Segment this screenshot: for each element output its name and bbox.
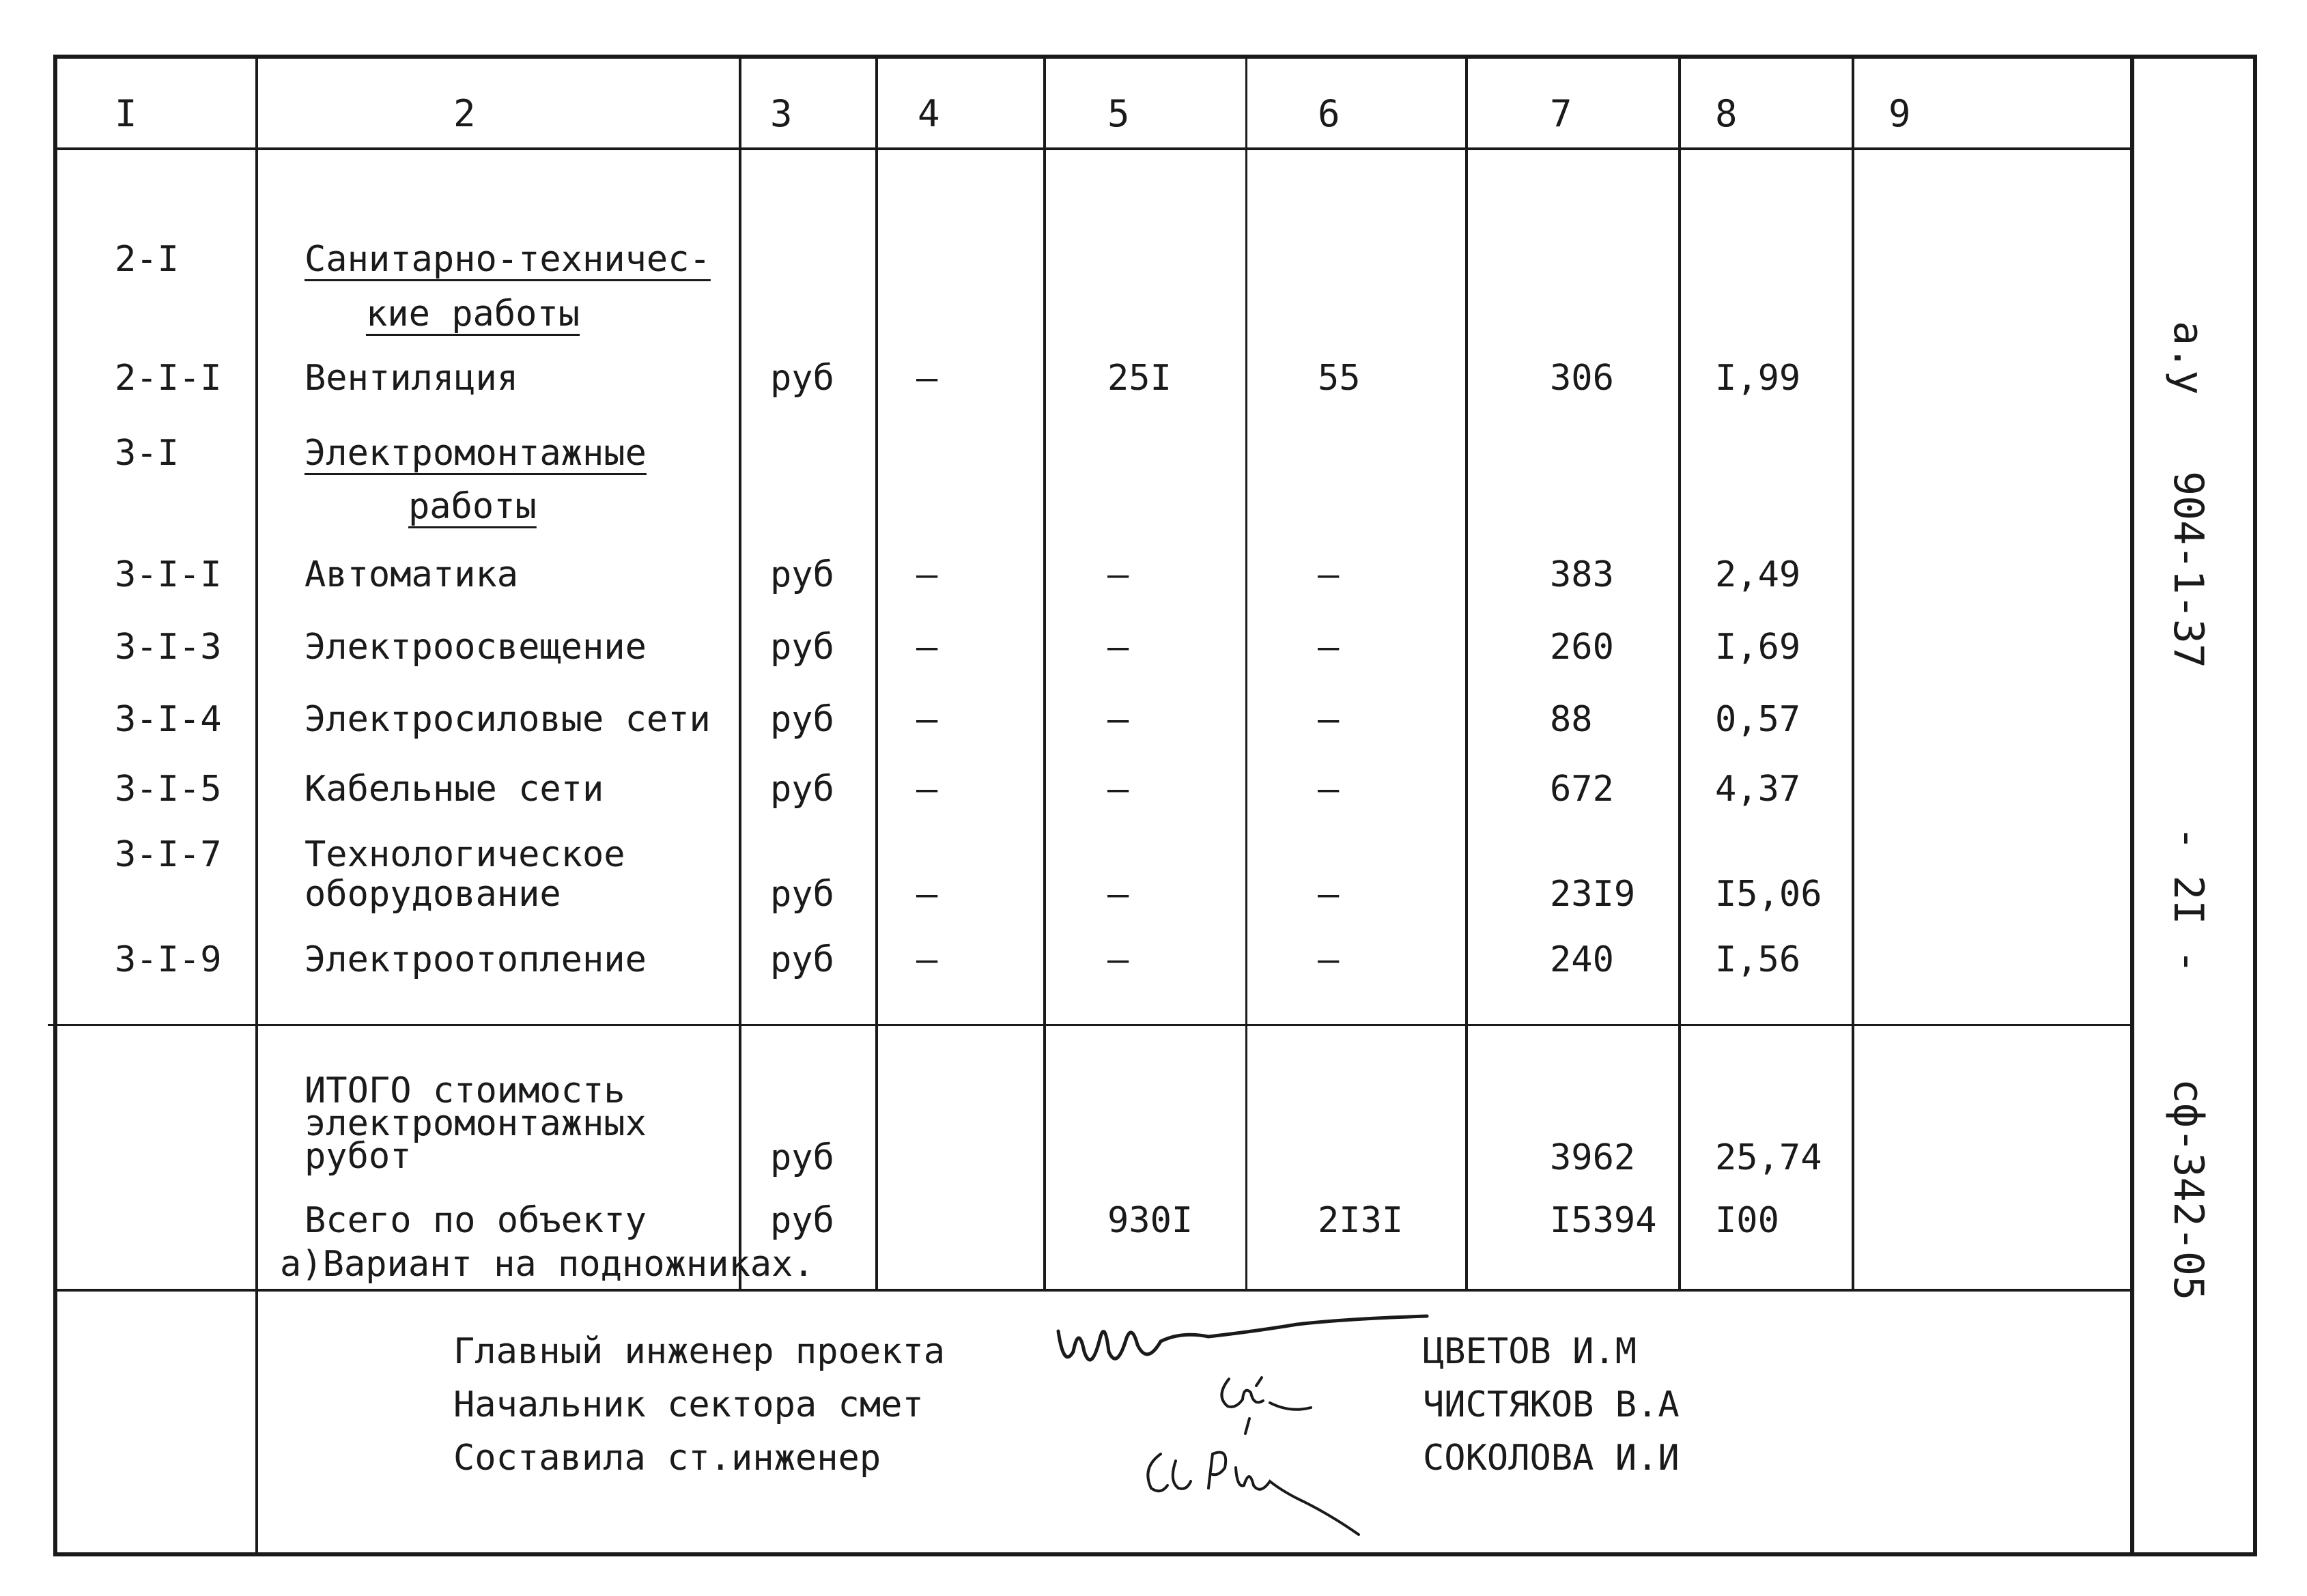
col-7-divider [1678,57,1681,1289]
row-col-4: – [916,699,938,740]
row-col-7: 672 [1550,769,1614,810]
body-totals-divider [48,1024,2133,1026]
header-col-9: 9 [1888,92,1911,135]
total-electro-label-line: ИТОГО стоимость [305,1070,625,1111]
row-col-5: – [1107,699,1129,740]
row-col-7: 306 [1550,358,1614,399]
row-name-line: Технологическое [305,834,625,875]
row-col-5: – [1107,627,1129,668]
row-col-6: – [1318,699,1340,740]
row-col-8: 2,49 [1715,554,1801,595]
row-unit: руб [770,769,834,810]
row-name-line: Электроосвещение [305,627,647,668]
total-electro-col-7: 3962 [1550,1137,1636,1178]
side-stamp-part2: 904-1-37 [2164,471,2212,668]
total-object-col-7: I5394 [1550,1200,1657,1241]
row-col-8: I,69 [1715,627,1801,668]
row-col-5: – [1107,939,1129,980]
signature-name: ЦВЕТОВ И.М [1423,1331,1637,1372]
row-code: 3-I-7 [115,834,222,875]
side-stamp-part3: сф-342-05 [2164,1079,2212,1301]
row-name-line: кие работы [366,294,580,334]
signature-role: Главный инженер проекта [453,1331,946,1372]
row-col-7: 240 [1550,939,1614,980]
row-name-line: Автоматика [305,554,519,595]
row-col-4: – [916,358,938,399]
row-col-6: – [1318,939,1340,980]
row-unit: руб [770,554,834,595]
header-col-5: 5 [1107,92,1130,135]
row-code: 3-I [115,433,179,474]
side-stamp-page: - 2I - [2164,826,2212,974]
row-name-line: Кабельные сети [305,769,604,810]
row-col-6: – [1318,874,1340,915]
variant-note: а)Вариант на подножниках. [280,1244,815,1285]
row-col-5: – [1107,554,1129,595]
col-5-divider [1245,57,1247,1289]
row-col-6: – [1318,769,1340,810]
row-col-7: 23I9 [1550,874,1636,915]
row-col-6: 55 [1318,358,1361,399]
row-code: 2-I [115,239,179,280]
total-object-col-6: 2I3I [1318,1200,1404,1241]
total-electro-col-8: 25,74 [1715,1137,1822,1178]
row-unit: руб [770,627,834,668]
row-name-line: Санитарно-техничес- [305,239,711,280]
signature-name: ЧИСТЯКОВ В.А [1423,1384,1680,1425]
col-6-divider [1465,57,1468,1289]
header-col-8: 8 [1715,92,1738,135]
row-col-8: 0,57 [1715,699,1801,740]
row-col-8: I,99 [1715,358,1801,399]
row-code: 3-I-3 [115,627,222,668]
row-code: 3-I-4 [115,699,222,740]
total-electro-label-line: электромонтажных [305,1103,647,1144]
row-col-4: – [916,874,938,915]
row-col-7: 88 [1550,699,1593,740]
row-col-8: 4,37 [1715,769,1801,810]
totals-signature-divider [57,1289,2133,1292]
row-unit: руб [770,699,834,740]
col-4-divider [1043,57,1046,1289]
row-code: 2-I-I [115,358,222,399]
row-col-5: 25I [1107,358,1172,399]
row-col-6: – [1318,627,1340,668]
header-col-7: 7 [1550,92,1572,135]
col-1-divider [255,57,258,1552]
row-col-6: – [1318,554,1340,595]
handwritten-signature-3 [1133,1427,1393,1543]
row-unit: руб [770,358,834,399]
total-object-col-5: 930I [1107,1200,1193,1241]
col-3-divider [875,57,878,1289]
total-object-unit: руб [770,1200,834,1241]
row-col-4: – [916,627,938,668]
stamp-divider [2130,57,2134,1552]
header-col-3: 3 [770,92,793,135]
row-name-line: работы [408,486,537,527]
row-name-line: Электроотопление [305,939,647,980]
row-code: 3-I-9 [115,939,222,980]
header-col-4: 4 [918,92,940,135]
row-col-5: – [1107,874,1129,915]
row-col-7: 260 [1550,627,1614,668]
row-name-line: Вентиляция [305,358,519,399]
row-code: 3-I-5 [115,769,222,810]
header-col-6: 6 [1318,92,1340,135]
signature-name: СОКОЛОВА И.И [1423,1438,1680,1479]
total-object-col-8: I00 [1715,1200,1779,1241]
total-electro-unit: руб [770,1137,834,1178]
total-object-label: Всего по объекту [305,1200,647,1241]
row-col-8: I,56 [1715,939,1801,980]
signature-role: Начальник сектора смет [453,1384,924,1425]
row-col-4: – [916,939,938,980]
header-col-1: I [115,92,137,135]
row-col-8: I5,06 [1715,874,1822,915]
col-8-divider [1852,57,1854,1289]
row-col-4: – [916,554,938,595]
header-col-2: 2 [453,92,476,135]
col-2-divider [739,57,741,1289]
row-unit: руб [770,939,834,980]
row-col-5: – [1107,769,1129,810]
row-name-line: Электромонтажные [305,433,647,474]
row-name-line: оборудование [305,874,561,915]
row-name-line: Электросиловые сети [305,699,711,740]
row-unit: руб [770,874,834,915]
row-col-7: 383 [1550,554,1614,595]
total-electro-label-line: рубот [305,1136,412,1177]
row-col-4: – [916,769,938,810]
header-divider [57,147,2133,150]
signature-role: Составила ст.инженер [453,1438,881,1479]
row-code: 3-I-I [115,554,222,595]
side-stamp-part1: а.у [2164,321,2212,395]
